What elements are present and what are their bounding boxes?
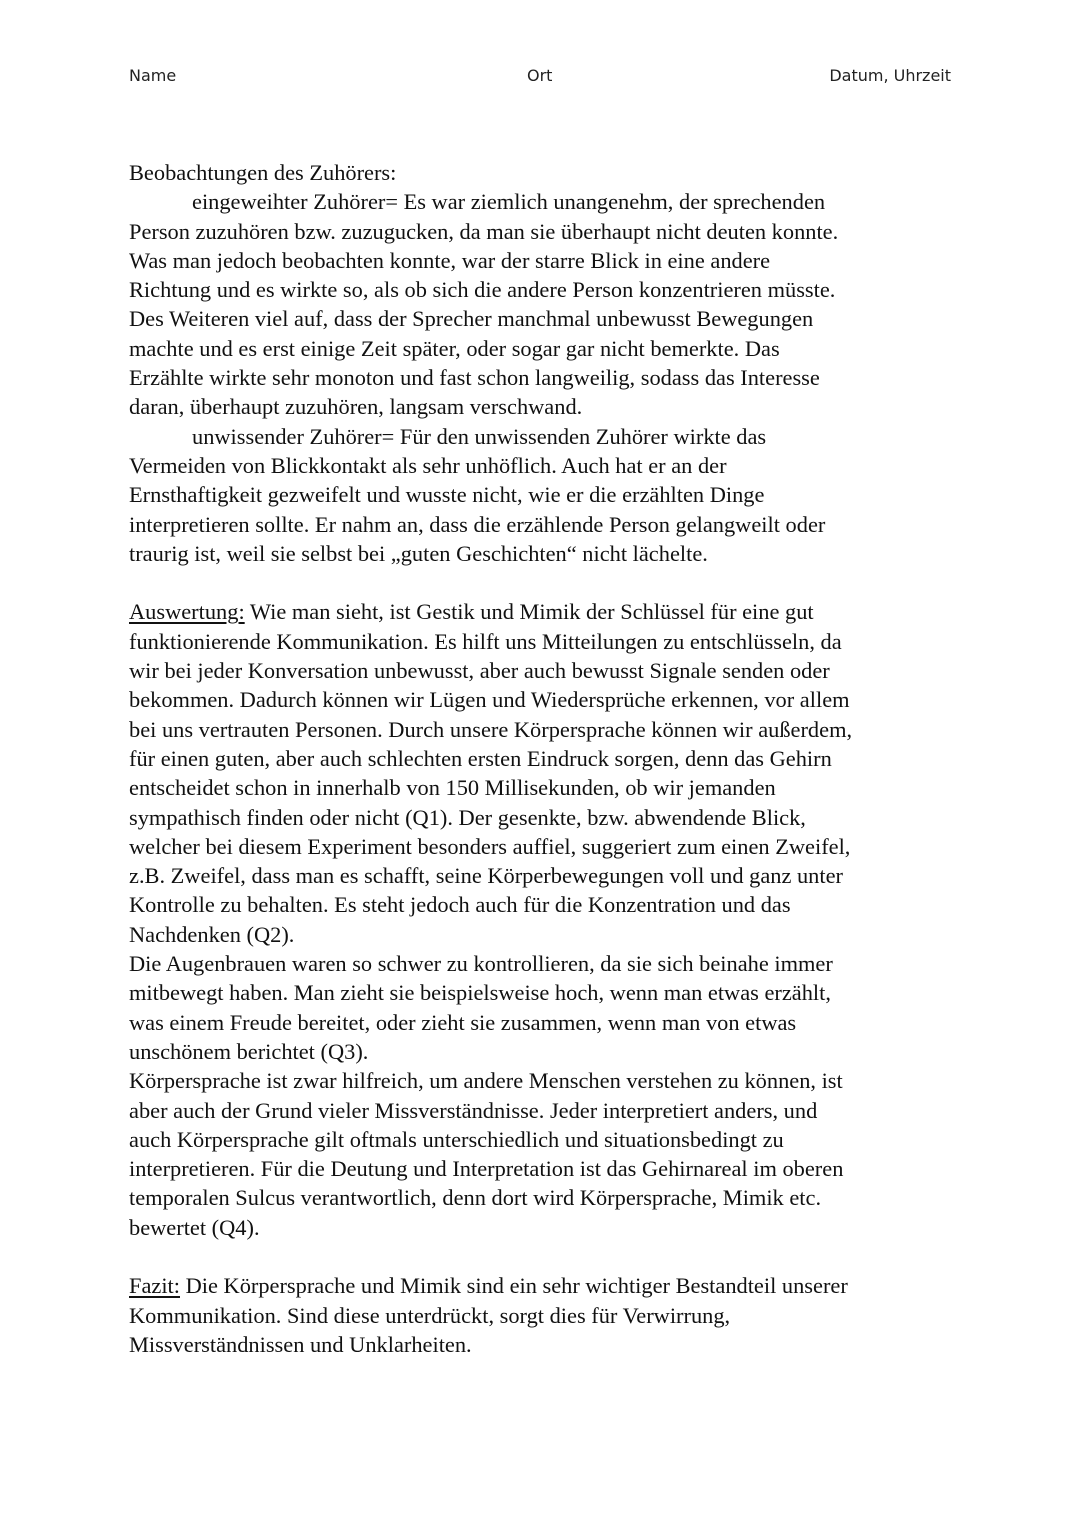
paragraph-line: entscheidet schon in innerhalb von 150 Millisekunden, ob wir jemanden [129,775,776,801]
paragraph-line: unschönem berichtet (Q3). [129,1038,369,1064]
paragraph-line: daran, überhaupt zuzuhören, langsam verschwand. [129,394,583,420]
paragraph-line: Kontrolle zu behalten. Es steht jedoch auch für die Konzentration und das [129,892,791,918]
spacer [129,1242,959,1271]
paragraph-line [129,597,959,626]
document-body [129,158,959,1359]
eyebrows-paragraph [129,949,959,1066]
paragraph-line: Des Weiteren viel auf, dass der Sprecher manchmal unbewusst Bewegungen [129,306,814,332]
evaluation-label: Auswertung: [129,599,245,625]
paragraph-line: Die Augenbrauen waren so schwer zu kontrollieren, da sie sich beinahe immer [129,951,833,977]
conclusion-label: Fazit: [129,1273,180,1299]
informed-listener-paragraph [129,187,959,421]
paragraph-line: Was man jedoch beobachten konnte, war der starre Blick in eine andere [129,247,771,273]
conclusion-first-line: Die Körpersprache und Mimik sind ein sehr wichtiger Bestandteil unserer [180,1273,848,1299]
paragraph-line: welcher bei diesem Experiment besonders auffiel, suggeriert zum einen Zweifel, [129,833,851,859]
paragraph-line: Nachdenken (Q2). [129,921,295,947]
paragraph-line: wir bei jeder Konversation unbewusst, aber auch bewusst Signale senden oder [129,658,830,684]
paragraph-line: sympathisch finden oder nicht (Q1). Der gesenkte, bzw. abwendende Blick, [129,804,806,830]
paragraph-line: Richtung und es wirkte so, als ob sich die andere Person konzentrieren müsste. [129,277,836,303]
conclusion-paragraph [129,1271,959,1359]
paragraph-line: auch Körpersprache gilt oftmals unterschiedlich und situationsbedingt zu [129,1126,784,1152]
paragraph-line: interpretieren. Für die Deutung und Interpretation ist das Gehirnareal im oberen [129,1156,844,1182]
paragraph-line: für einen guten, aber auch schlechten ersten Eindruck sorgen, denn das Gehirn [129,745,832,771]
header-place: Ort [527,66,553,85]
paragraph-line: traurig ist, weil sie selbst bei „guten Geschichten“ nicht lächelte. [129,540,708,566]
paragraph-line: was einem Freude bereitet, oder zieht sie zusammen, wenn man von etwas [129,1009,797,1035]
paragraph-line: bewertet (Q4). [129,1214,260,1240]
paragraph-line: Kommunikation. Sind diese unterdrückt, sorgt dies für Verwirrung, [129,1302,731,1328]
evaluation-section [129,597,959,1242]
paragraph-line: unwissender Zuhörer= Für den unwissenden Zuhörer wirkte das [192,423,767,449]
observations-section [129,158,959,568]
paragraph-line: bei uns vertrauten Personen. Durch unsere Körpersprache können wir außerdem, [129,716,853,742]
conclusion-section [129,1271,959,1359]
header-name: Name [129,66,177,85]
paragraph-line: Vermeiden von Blickkontakt als sehr unhöflich. Auch hat er an der [129,452,727,478]
paragraph-line: Missverständnissen und Unklarheiten. [129,1331,472,1357]
paragraph-line: Erzählte wirkte sehr monoton und fast schon langweilig, sodass das Interesse [129,365,820,391]
paragraph-line: Körpersprache ist zwar hilfreich, um andere Menschen verstehen zu können, ist [129,1068,843,1094]
page-header [129,66,951,90]
paragraph-line: aber auch der Grund vieler Missverständnisse. Jeder interpretiert anders, und [129,1097,818,1123]
paragraph-line: z.B. Zweifel, dass man es schafft, seine Körperbewegungen voll und ganz unter [129,863,843,889]
body-language-paragraph [129,1066,959,1242]
spacer [129,568,959,597]
uninformed-listener-paragraph [129,422,959,568]
paragraph-line: interpretieren sollte. Er nahm an, dass die erzählende Person gelangweilt oder [129,511,826,537]
paragraph-line: bekommen. Dadurch können wir Lügen und Wiedersprüche erkennen, vor allem [129,687,850,713]
evaluation-paragraph [129,597,959,949]
paragraph-line: eingeweihter Zuhörer= Es war ziemlich unangenehm, der sprechenden [192,189,826,215]
evaluation-first-line: Wie man sieht, ist Gestik und Mimik der Schlüssel für eine gut [244,599,814,625]
paragraph-line [129,1271,959,1300]
paragraph-line: mitbewegt haben. Man zieht sie beispielsweise hoch, wenn man etwas erzählt, [129,980,831,1006]
observations-heading: Beobachtungen des Zuhörers: [129,160,397,185]
paragraph-line: Person zuzuhören bzw. zuzugucken, da man sie überhaupt nicht deuten konnte. [129,218,839,244]
paragraph-line: temporalen Sulcus verantwortlich, denn dort wird Körpersprache, Mimik etc. [129,1185,822,1211]
paragraph-line: machte und es erst einige Zeit später, oder sogar gar nicht bemerkte. Das [129,335,780,361]
paragraph-line: Ernsthaftigkeit gezweifelt und wusste nicht, wie er die erzählten Dinge [129,482,765,508]
paragraph-line: funktionierende Kommunikation. Es hilft uns Mitteilungen zu entschlüsseln, da [129,628,842,654]
header-date-time: Datum, Uhrzeit [829,66,951,85]
